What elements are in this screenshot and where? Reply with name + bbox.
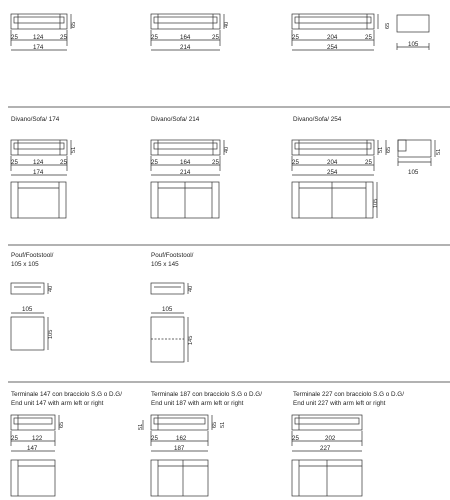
- dimension-label: 204: [327, 34, 338, 41]
- dimension-label: 40: [48, 285, 54, 292]
- end-unit-147-title-line1: Terminale 147 con bracciolo S.G o D.G/: [11, 391, 122, 398]
- dimension-label: 25: [11, 159, 18, 166]
- pouf-105-title-line2: 105 x 105: [11, 261, 39, 268]
- dimension-label: 25: [212, 159, 219, 166]
- end-unit-187-title-line1: Terminale 187 con bracciolo S.G o D.G/: [151, 391, 262, 398]
- sofa-174-title: Divano/Sofa/ 174: [11, 116, 60, 123]
- dimension-label: 65: [59, 421, 65, 428]
- dimension-label: 65: [386, 146, 392, 153]
- dimension-label: 51: [71, 146, 77, 153]
- pouf-105-elevation: [11, 283, 48, 294]
- dimension-label: 204: [327, 159, 338, 166]
- sofa-214-plan: [151, 182, 219, 218]
- dimension-label: 25: [212, 34, 219, 41]
- dimension-label: 105: [408, 41, 419, 48]
- end-unit-227-plan: [292, 460, 362, 496]
- dimension-label: 105: [48, 329, 54, 339]
- pouf-145-plan: [151, 313, 188, 362]
- dimension-label: 122: [32, 435, 43, 442]
- end-unit-147-plan: [11, 460, 55, 496]
- dimension-label: 105: [22, 306, 33, 313]
- dimension-label: 25: [365, 159, 372, 166]
- pouf-145-elevation: [151, 283, 188, 294]
- dimension-label: 51: [220, 421, 226, 428]
- dimension-label: 147: [27, 445, 38, 452]
- sofa-254-plan: [292, 182, 377, 218]
- dimension-label: 25: [292, 159, 299, 166]
- sofa-254-elevation: [292, 140, 386, 175]
- dimension-label: 214: [180, 169, 191, 176]
- dimension-label: 187: [174, 445, 185, 452]
- dimension-label: 164: [180, 159, 191, 166]
- end-unit-227-title-line1: Terminale 227 con bracciolo S.G o D.G/: [293, 391, 404, 398]
- dimension-label: 214: [180, 44, 191, 51]
- dimension-label: 51: [436, 148, 442, 155]
- sofa-214-title: Divano/Sofa/ 214: [151, 116, 200, 123]
- dimension-label: 25: [60, 159, 67, 166]
- dimension-label: 25: [292, 34, 299, 41]
- dimension-label: 51: [378, 146, 384, 153]
- dimension-label: 145: [188, 335, 194, 345]
- dimension-label: 105: [162, 306, 173, 313]
- dimension-label: 65: [385, 22, 391, 29]
- end-unit-227-title-line2: End unit 227 with arm left or right: [293, 400, 386, 407]
- dimension-label: 25: [11, 34, 18, 41]
- dimension-label: 254: [327, 169, 338, 176]
- chaise-elevation: [398, 140, 435, 166]
- dimension-label: 202: [325, 435, 336, 442]
- dimension-label: 40: [188, 285, 194, 292]
- dimension-label: 162: [176, 435, 187, 442]
- dimension-label: 40: [224, 21, 230, 28]
- dimension-label: 40: [224, 146, 230, 153]
- dimension-label: 65: [71, 21, 77, 28]
- pouf-145-title-line2: 105 x 145: [151, 261, 179, 268]
- pouf-145-title-line1: Pouf/Footstool/: [151, 252, 194, 259]
- dimension-label: 25: [151, 435, 158, 442]
- pouf-105-title-line1: Pouf/Footstool/: [11, 252, 54, 259]
- dimension-label: 174: [33, 169, 44, 176]
- dimension-label: 25: [11, 435, 18, 442]
- end-unit-147-title-line2: End unit 147 with arm left or right: [11, 400, 104, 407]
- end-unit-187-plan: [151, 460, 208, 496]
- dimension-label: 164: [180, 34, 191, 41]
- dimension-label: 105: [373, 198, 379, 208]
- dimension-label: 25: [151, 159, 158, 166]
- dimension-label: 65: [212, 421, 218, 428]
- dimension-label: 25: [60, 34, 67, 41]
- dimension-label: 174: [33, 44, 44, 51]
- dimension-label: 25: [365, 34, 372, 41]
- pouf-105-plan: [11, 313, 48, 350]
- sofa-254-title: Divano/Sofa/ 254: [293, 116, 342, 123]
- dimension-label: 124: [33, 159, 44, 166]
- end-unit-187-title-line2: End unit 187 with arm left or right: [151, 400, 244, 407]
- dimension-label: 51: [138, 423, 144, 430]
- dimension-label: 227: [320, 445, 331, 452]
- dimension-label: 254: [327, 44, 338, 51]
- dimension-label: 25: [151, 34, 158, 41]
- sofa-174-plan: [11, 182, 66, 218]
- dimension-label: 105: [408, 169, 419, 176]
- dimension-label: 124: [33, 34, 44, 41]
- dimension-label: 25: [292, 435, 299, 442]
